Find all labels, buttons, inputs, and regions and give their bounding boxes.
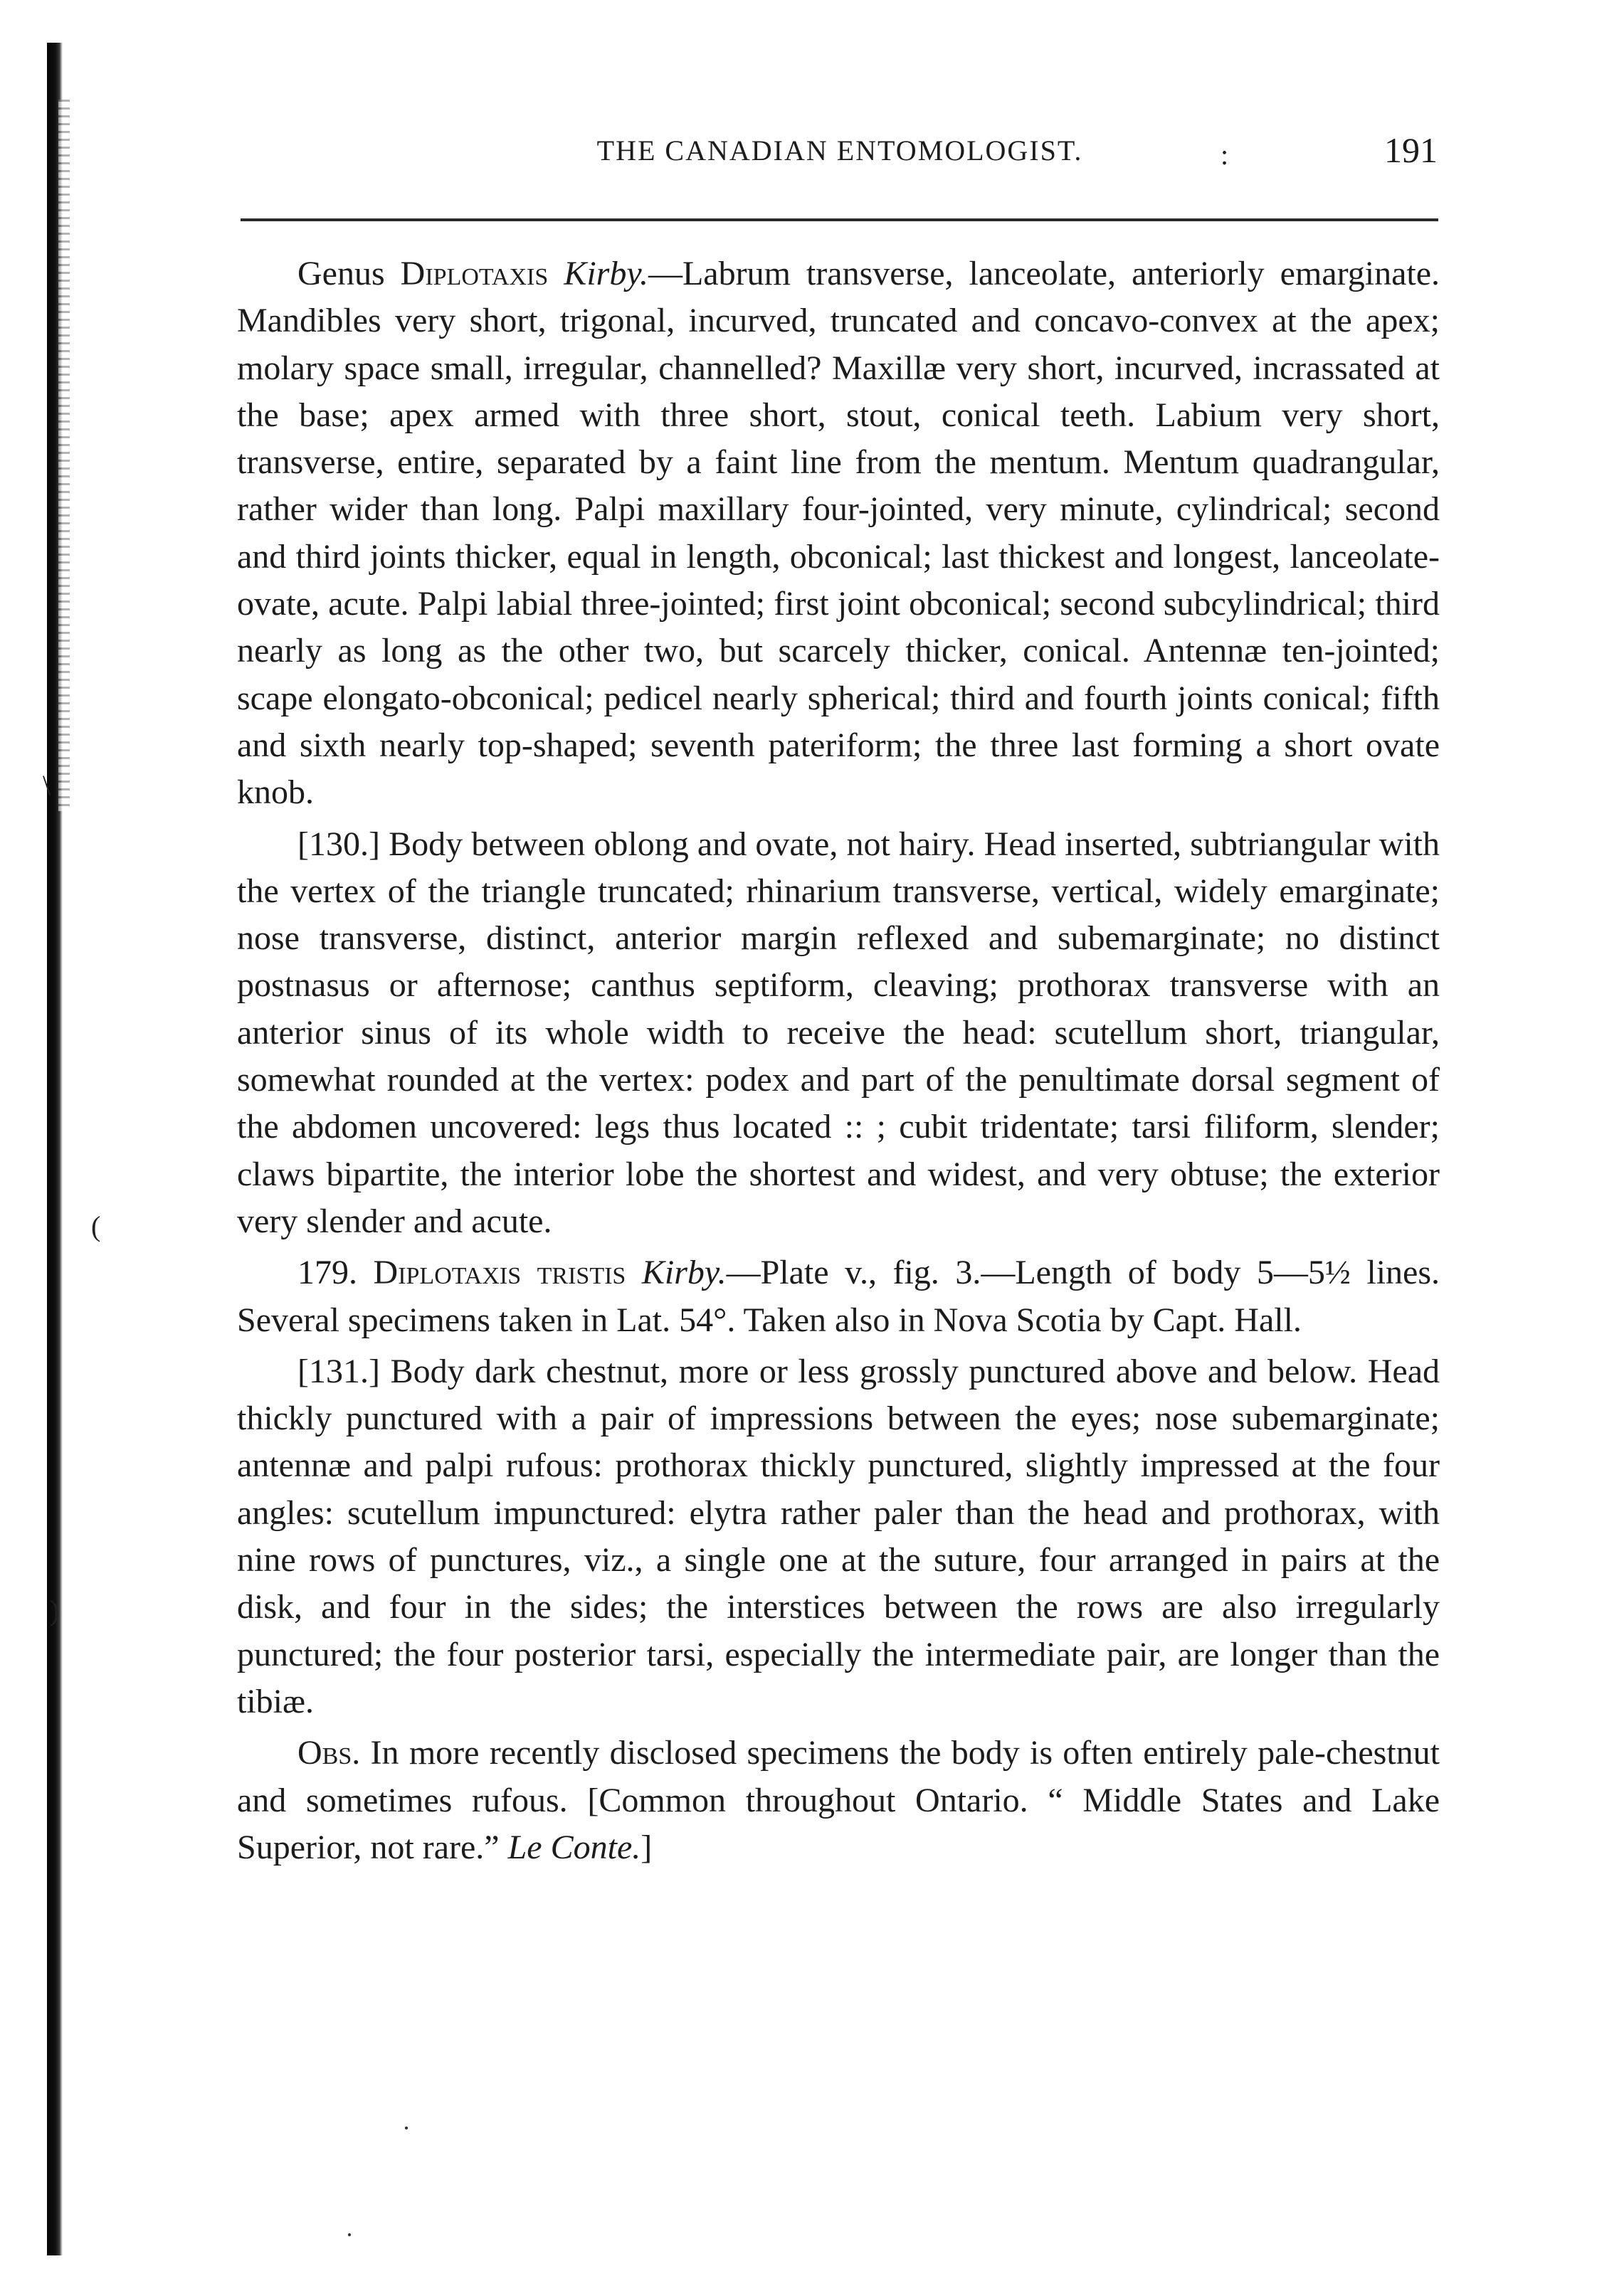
genus-author: Kirby. <box>564 255 648 292</box>
species-179 <box>237 1249 1440 1344</box>
stray-mark: · <box>402 2114 411 2142</box>
obs-label: Obs. <box>297 1734 361 1772</box>
binding-speckle <box>58 100 70 811</box>
stray-mark: · <box>345 2221 354 2249</box>
page-number: 191 <box>1384 130 1438 170</box>
header-rule <box>241 218 1438 221</box>
genus-lead: Genus <box>297 255 401 292</box>
species-number: 179. <box>297 1254 374 1292</box>
species-description: —Plate v., fig. 3.—Length of body 5—5½ lines. Several specimens taken in Lat. 54°. Taken also in Nova Scotia by Capt. Hall. <box>237 1254 1440 1339</box>
obs-closing: ] <box>641 1828 653 1866</box>
paragraph-130-text: [130.] Body between oblong and ovate, not hairy. Head inserted, subtriangular with the vertex of the triangle truncated; rhinarium transverse, vertical, widely emarginate; nose transverse, distinct, anterior margin reflexed and subemarginate; no distinct postnasus or afternose; canthus septiform, cleaving; prothorax transverse with an anterior sinus of its whole width to receive the head: scutellum short, triangular, somewhat rounded at the vertex: podex and part of the penultimate dorsal segment of the abdomen uncovered: legs thus located :: ; cubit tridentate; tarsi filiform, slender; claws bipartite, the interior lobe the shortest and widest, and very obtuse; the exterior very slender and acute. <box>237 825 1440 1240</box>
running-title: THE CANADIAN ENTOMOLOGIST. <box>596 134 1083 166</box>
paragraph-130 <box>237 821 1440 1246</box>
edge-mark: ( <box>91 1210 101 1242</box>
page-header <box>242 130 1438 191</box>
species-name: Diplotaxis tristis <box>373 1254 626 1292</box>
genus-name: Diplotaxis <box>400 255 549 292</box>
edge-mark: ) <box>50 1594 60 1626</box>
genus-paragraph <box>237 250 1440 817</box>
paragraph-131 <box>237 1348 1440 1725</box>
genus-description: —Labrum transverse, lanceolate, anteriorly emarginate. Mandibles very short, trigonal, incurved, truncated and concavo-convex at the apex; molary space small, irregular, channelled? Maxillæ very short, incurved, incrassated at the base; apex armed with three short, stout, conical teeth. Labium very short, transverse, entire, separated by a faint line from the mentum. Mentum quadrangular, rather wider than long. Palpi maxillary four-jointed, very minute, cylindrical; second and third joints thicker, equal in length, obconical; last thickest and longest, lanceolate-ovate, acute. Palpi labial three-jointed; first joint obconical; second subcylindrical; third nearly as long as the other two, but scarcely thicker, conical. Antennæ ten-jointed; scape elongato-obconical; pedicel nearly spherical; third and fourth joints conical; fifth and sixth nearly top-shaped; seventh pateriform; the three last forming a short ovate knob. <box>237 255 1440 812</box>
observation-paragraph <box>237 1730 1440 1871</box>
obs-text: In more recently disclosed specimens the body is often entirely pale-chestnut and sometimes rufous. [Common throughout Ontario. “ Middle States and Lake Superior, not rare.” <box>237 1734 1440 1866</box>
edge-mark: \ <box>43 769 51 801</box>
species-author: Kirby. <box>641 1254 727 1292</box>
stray-mark: : <box>1221 139 1229 171</box>
obs-citation: Le Conte. <box>507 1828 641 1866</box>
page-body <box>237 250 1440 1871</box>
paragraph-131-text: [131.] Body dark chestnut, more or less grossly punctured above and below. Head thickly punctured with a pair of impressions between the eyes; nose subemarginate; antennæ and palpi rufous: prothorax thickly punctured, slightly impressed at the four angles: scutellum impunctured: elytra rather paler than the head and prothorax, with nine rows of punctures, viz., a single one at the suture, four arranged in pairs at the disk, and four in the sides; the interstices between the rows are also irregularly punctured; the four posterior tarsi, especially the intermediate pair, are longer than the tibiæ. <box>237 1352 1440 1720</box>
